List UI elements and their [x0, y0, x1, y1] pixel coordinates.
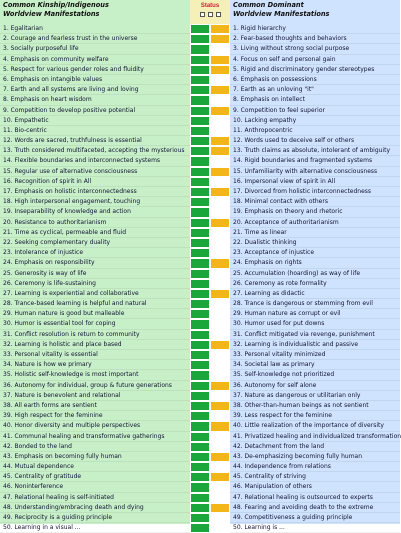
dominant-item[interactable]: 45. Centrality of striving [230, 472, 400, 482]
left-header [0, 0, 190, 24]
status-cell-dominant[interactable] [210, 177, 230, 187]
dominant-item[interactable]: 7. Earth as an unloving "it" [230, 85, 400, 95]
dominant-item[interactable]: 30. Humor used for put downs [230, 319, 400, 329]
status-row [190, 116, 230, 126]
status-header [190, 0, 230, 24]
status-cell-dominant[interactable] [210, 116, 230, 126]
kinship-item[interactable]: 3. Socially purposeful life [0, 44, 190, 54]
kinship-item[interactable]: 31. Conflict resolution is return to community [0, 330, 190, 340]
kinship-item[interactable]: 11. Bio-centric [0, 126, 190, 136]
status-row [190, 85, 230, 95]
status-cell-kinship[interactable] [190, 218, 210, 228]
status-cell-dominant[interactable] [210, 146, 230, 156]
kinship-item[interactable]: 18. High interpersonal engagement, touching [0, 197, 190, 207]
status-row [190, 146, 230, 156]
status-title: Status [200, 3, 220, 9]
dominant-item[interactable]: 12. Words used to deceive self or others [230, 136, 400, 146]
status-row [190, 330, 230, 340]
dominant-item[interactable]: 47. Relational healing is outsourced to experts [230, 493, 400, 503]
status-cell-dominant[interactable] [210, 44, 230, 54]
status-row [190, 55, 230, 65]
status-cell-dominant[interactable] [210, 289, 230, 299]
status-row [190, 442, 230, 452]
kinship-item[interactable]: 29. Human nature is good but malleable [0, 309, 190, 319]
status-cell-dominant[interactable] [210, 85, 230, 95]
dominant-item[interactable]: 8. Emphasis on intellect [230, 95, 400, 105]
status-row [190, 503, 230, 513]
status-cell-dominant[interactable] [210, 258, 230, 268]
kinship-item[interactable]: 12. Words are sacred, truthfulness is essential [0, 136, 190, 146]
status-cell-kinship[interactable] [190, 370, 210, 380]
kinship-item[interactable]: 27. Learning is experiential and collaborative [0, 289, 190, 299]
kinship-item[interactable]: 9. Competition to develop positive potential [0, 106, 190, 116]
status-cell-dominant[interactable] [210, 462, 230, 472]
dominant-item[interactable]: 16. Impersonal view of spirit in All [230, 177, 400, 187]
kinship-item[interactable]: 7. Earth and all systems are living and loving [0, 85, 190, 95]
status-cell-dominant[interactable] [210, 411, 230, 421]
status-row [190, 279, 230, 289]
status-row [190, 340, 230, 350]
left-header-line1: Common Kinship/Indigenous [3, 1, 109, 9]
kinship-item[interactable]: 19. Inseparability of knowledge and action [0, 207, 190, 217]
kinship-item[interactable]: 16. Recognition of spirit in All [0, 177, 190, 187]
status-cell-kinship[interactable] [190, 401, 210, 411]
status-row [190, 472, 230, 482]
dominant-item[interactable]: 9. Competition to feel superior [230, 106, 400, 116]
status-cell-dominant[interactable] [210, 248, 230, 258]
status-cell-dominant[interactable] [210, 65, 230, 75]
kinship-item[interactable]: 39. High respect for the feminine [0, 411, 190, 421]
status-cell-kinship[interactable] [190, 523, 210, 533]
status-row [190, 207, 230, 217]
kinship-item[interactable]: 47. Relational healing is self-initiated [0, 493, 190, 503]
status-row [190, 513, 230, 523]
dominant-item[interactable]: 41. Privatized healing and individualized transformation [230, 432, 400, 442]
status-cell-kinship[interactable] [190, 238, 210, 248]
status-row [190, 432, 230, 442]
dominant-item[interactable]: 2. Fear-based thoughts and behaviors [230, 34, 400, 44]
dominant-worldview-column [230, 0, 401, 532]
kinship-item[interactable]: 36. Autonomy for individual, group & future generations [0, 381, 190, 391]
status-cell-kinship[interactable] [190, 391, 210, 401]
status-row [190, 370, 230, 380]
status-cell-dominant[interactable] [210, 482, 230, 492]
status-cell-kinship[interactable] [190, 126, 210, 136]
dominant-item[interactable]: 17. Divorced from holistic interconnectedness [230, 187, 400, 197]
status-row [190, 381, 230, 391]
status-cell-dominant[interactable] [210, 381, 230, 391]
status-cell-dominant[interactable] [210, 106, 230, 116]
dominant-item[interactable]: 21. Time as linear [230, 228, 400, 238]
status-cell-kinship[interactable] [190, 34, 210, 44]
dominant-item[interactable]: 4. Focus on self and personal gain [230, 55, 400, 65]
dominant-item[interactable]: 35. Self-knowledge not prioritized [230, 370, 400, 380]
kinship-item[interactable]: 5. Respect for various gender roles and fluidity [0, 65, 190, 75]
dominant-item[interactable]: 38. Other-than-human beings as not sentient [230, 401, 400, 411]
status-cell-kinship[interactable] [190, 503, 210, 513]
status-column [190, 0, 230, 524]
right-list [230, 24, 400, 533]
kinship-item[interactable]: 38. All earth forms are sentient [0, 401, 190, 411]
dominant-item[interactable]: 32. Learning is individualistic and passive [230, 340, 400, 350]
dominant-item[interactable]: 34. Societal law as primary [230, 360, 400, 370]
status-row [190, 452, 230, 462]
status-row [190, 197, 230, 207]
dominant-item[interactable]: 43. De-emphasizing becoming fully human [230, 452, 400, 462]
dominant-item[interactable]: 42. Detachment from the land [230, 442, 400, 452]
dominant-item[interactable]: 48. Fearing and avoiding death to the extreme [230, 503, 400, 513]
dominant-item[interactable]: 18. Minimal contact with others [230, 197, 400, 207]
dominant-item[interactable]: 3. Living without strong social purpose [230, 44, 400, 54]
kinship-item[interactable]: 48. Understanding/embracing death and dying [0, 503, 190, 513]
status-row [190, 462, 230, 472]
status-checkbox-2[interactable] [208, 12, 213, 17]
status-row [190, 391, 230, 401]
dominant-item[interactable]: 25. Accumulation (hoarding) as way of life [230, 269, 400, 279]
kinship-item[interactable]: 34. Nature is how we primary [0, 360, 190, 370]
status-cell-dominant[interactable] [210, 513, 230, 523]
kinship-item[interactable]: 1. Egalitarian [0, 24, 190, 34]
status-cell-kinship[interactable] [190, 197, 210, 207]
status-row [190, 248, 230, 258]
status-row [190, 95, 230, 105]
status-cell-dominant[interactable] [210, 493, 230, 503]
kinship-item[interactable]: 21. Time as cyclical, permeable and fluid [0, 228, 190, 238]
status-cell-dominant[interactable] [210, 421, 230, 431]
status-row [190, 238, 230, 248]
status-row [190, 136, 230, 146]
dominant-item[interactable]: 40. Little realization of the importance of diversity [230, 421, 400, 431]
status-cell-kinship[interactable] [190, 319, 210, 329]
status-row [190, 523, 230, 533]
status-cell-dominant[interactable] [210, 472, 230, 482]
status-cell-dominant[interactable] [210, 197, 230, 207]
status-row [190, 360, 230, 370]
status-cell-kinship[interactable] [190, 462, 210, 472]
kinship-item[interactable]: 24. Emphasis on responsibility [0, 258, 190, 268]
dominant-item[interactable]: 23. Acceptance of injustice [230, 248, 400, 258]
dominant-item[interactable]: 11. Anthropocentric [230, 126, 400, 136]
dominant-item[interactable]: 26. Ceremony as rote formality [230, 279, 400, 289]
kinship-item[interactable]: 23. Intolerance of injustice [0, 248, 190, 258]
status-cell-kinship[interactable] [190, 136, 210, 146]
status-cell-kinship[interactable] [190, 513, 210, 523]
dominant-item[interactable]: 46. Manipulation of others [230, 482, 400, 492]
status-cell-kinship[interactable] [190, 106, 210, 116]
status-row [190, 218, 230, 228]
status-row [190, 75, 230, 85]
status-cell-dominant[interactable] [210, 55, 230, 65]
dominant-item[interactable]: 14. Rigid boundaries and fragmented systems [230, 156, 400, 166]
status-cell-kinship[interactable] [190, 452, 210, 462]
status-cell-kinship[interactable] [190, 248, 210, 258]
kinship-item[interactable]: 26. Ceremony is life-sustaining [0, 279, 190, 289]
right-header [230, 0, 400, 24]
kinship-item[interactable]: 25. Generosity is way of life [0, 269, 190, 279]
kinship-item[interactable]: 33. Personal vitality is essential [0, 350, 190, 360]
dominant-item[interactable]: 28. Trance is dangerous or stemming from evil [230, 299, 400, 309]
status-row [190, 350, 230, 360]
status-cell-kinship[interactable] [190, 442, 210, 452]
status-cell-kinship[interactable] [190, 156, 210, 166]
status-checkbox-1[interactable] [200, 12, 205, 17]
status-row [190, 44, 230, 54]
status-cell-kinship[interactable] [190, 360, 210, 370]
dominant-item[interactable]: 10. Lacking empathy [230, 116, 400, 126]
left-list [0, 24, 190, 533]
status-row [190, 177, 230, 187]
status-cell-dominant[interactable] [210, 503, 230, 513]
status-row [190, 319, 230, 329]
dominant-item[interactable]: 13. Truth claims as absolute, intolerant of ambiguity [230, 146, 400, 156]
status-cell-kinship[interactable] [190, 309, 210, 319]
dominant-item[interactable]: 37. Nature as dangerous or utilitarian only [230, 391, 400, 401]
status-row [190, 65, 230, 75]
dominant-item[interactable]: 29. Human nature as corrupt or evil [230, 309, 400, 319]
status-cell-kinship[interactable] [190, 421, 210, 431]
kinship-item[interactable]: 45. Centrality of gratitude [0, 472, 190, 482]
status-cell-dominant[interactable] [210, 279, 230, 289]
status-cell-dominant[interactable] [210, 432, 230, 442]
status-checkbox-3[interactable] [216, 12, 221, 17]
status-cell-dominant[interactable] [210, 523, 230, 533]
status-cell-kinship[interactable] [190, 340, 210, 350]
status-cell-dominant[interactable] [210, 452, 230, 462]
status-cell-kinship[interactable] [190, 207, 210, 217]
dominant-item[interactable]: 36. Autonomy for self alone [230, 381, 400, 391]
dominant-item[interactable]: 33. Personal vitality minimized [230, 350, 400, 360]
status-cell-kinship[interactable] [190, 177, 210, 187]
status-row [190, 167, 230, 177]
kinship-item[interactable]: 35. Holistic self-knowledge is most important [0, 370, 190, 380]
status-cell-dominant[interactable] [210, 370, 230, 380]
status-row [190, 126, 230, 136]
status-cell-kinship[interactable] [190, 269, 210, 279]
status-cell-kinship[interactable] [190, 44, 210, 54]
status-list [190, 24, 230, 533]
dominant-item[interactable]: 27. Learning as didactic [230, 289, 400, 299]
status-cell-kinship[interactable] [190, 116, 210, 126]
right-header-line2: Worldview Manifestations [233, 10, 330, 18]
status-row [190, 482, 230, 492]
status-cell-dominant[interactable] [210, 309, 230, 319]
status-cell-kinship[interactable] [190, 228, 210, 238]
kinship-item[interactable]: 46. Noninterference [0, 482, 190, 492]
right-header-line1: Common Dominant [233, 1, 304, 9]
status-cell-dominant[interactable] [210, 156, 230, 166]
status-row [190, 258, 230, 268]
status-row [190, 493, 230, 503]
status-cell-kinship[interactable] [190, 258, 210, 268]
status-cell-dominant[interactable] [210, 350, 230, 360]
dominant-item[interactable]: 31. Conflict mitigated via revenge, punishment [230, 330, 400, 340]
status-row [190, 34, 230, 44]
status-cell-dominant[interactable] [210, 136, 230, 146]
kinship-item[interactable]: 22. Seeking complementary duality [0, 238, 190, 248]
dominant-item[interactable]: 19. Emphasis on theory and rhetoric [230, 207, 400, 217]
dominant-item[interactable]: 22. Dualistic thinking [230, 238, 400, 248]
kinship-item[interactable]: 41. Communal healing and transformative gatherings [0, 432, 190, 442]
status-cell-dominant[interactable] [210, 218, 230, 228]
status-cell-dominant[interactable] [210, 75, 230, 85]
status-cell-kinship[interactable] [190, 75, 210, 85]
status-cell-kinship[interactable] [190, 85, 210, 95]
kinship-item[interactable]: 14. Flexible boundaries and interconnected systems [0, 156, 190, 166]
kinship-item[interactable]: 42. Bonded to the land [0, 442, 190, 452]
status-cell-dominant[interactable] [210, 269, 230, 279]
dominant-item[interactable]: 49. Competitiveness a guiding principle [230, 513, 400, 523]
status-cell-dominant[interactable] [210, 401, 230, 411]
kinship-item[interactable]: 43. Emphasis on becoming fully human [0, 452, 190, 462]
dominant-item[interactable]: 24. Emphasis on rights [230, 258, 400, 268]
left-header-line2: Worldview Manifestations [3, 10, 100, 18]
status-cell-dominant[interactable] [210, 299, 230, 309]
kinship-worldview-column [0, 0, 190, 532]
status-cell-kinship[interactable] [190, 279, 210, 289]
dominant-item[interactable]: 39. Less respect for the feminine [230, 411, 400, 421]
kinship-item[interactable]: 30. Humor is essential tool for coping [0, 319, 190, 329]
status-cell-dominant[interactable] [210, 187, 230, 197]
kinship-item[interactable]: 28. Trance-based learning is helpful and natural [0, 299, 190, 309]
dominant-item[interactable]: 20. Acceptance of authoritarianism [230, 218, 400, 228]
kinship-item[interactable]: 6. Emphasis on intangible values [0, 75, 190, 85]
status-row [190, 421, 230, 431]
status-row [190, 156, 230, 166]
status-cell-kinship[interactable] [190, 187, 210, 197]
status-cell-dominant[interactable] [210, 95, 230, 105]
status-row [190, 401, 230, 411]
status-cell-kinship[interactable] [190, 167, 210, 177]
kinship-item[interactable]: 50. Learning in a visual ... [0, 523, 190, 533]
kinship-item[interactable]: 32. Learning is holistic and place based [0, 340, 190, 350]
status-cell-dominant[interactable] [210, 34, 230, 44]
status-cell-kinship[interactable] [190, 55, 210, 65]
status-cell-kinship[interactable] [190, 411, 210, 421]
status-cell-kinship[interactable] [190, 65, 210, 75]
status-cell-dominant[interactable] [210, 228, 230, 238]
status-row [190, 289, 230, 299]
status-cell-kinship[interactable] [190, 289, 210, 299]
status-cell-dominant[interactable] [210, 207, 230, 217]
status-row [190, 228, 230, 238]
status-row [190, 411, 230, 421]
status-cell-dominant[interactable] [210, 340, 230, 350]
status-cell-dominant[interactable] [210, 167, 230, 177]
status-row [190, 309, 230, 319]
status-row [190, 269, 230, 279]
status-cell-kinship[interactable] [190, 482, 210, 492]
status-row [190, 299, 230, 309]
status-checkboxes [190, 12, 230, 17]
kinship-item[interactable]: 37. Nature is benevolent and relational [0, 391, 190, 401]
status-row [190, 187, 230, 197]
kinship-item[interactable]: 49. Reciprocity is a guiding principle [0, 513, 190, 523]
status-cell-dominant[interactable] [210, 442, 230, 452]
status-cell-kinship[interactable] [190, 24, 210, 34]
kinship-item[interactable]: 40. Honor diversity and multiple perspectives [0, 421, 190, 431]
status-cell-dominant[interactable] [210, 391, 230, 401]
kinship-item[interactable]: 20. Resistance to authoritarianism [0, 218, 190, 228]
kinship-item[interactable]: 4. Emphasis on community welfare [0, 55, 190, 65]
status-cell-kinship[interactable] [190, 381, 210, 391]
dominant-item[interactable]: 15. Unfamiliarity with alternative consciousness [230, 167, 400, 177]
status-cell-kinship[interactable] [190, 299, 210, 309]
status-row [190, 24, 230, 34]
kinship-item[interactable]: 10. Empathetic [0, 116, 190, 126]
dominant-item[interactable]: 1. Rigid hierarchy [230, 24, 400, 34]
status-cell-kinship[interactable] [190, 350, 210, 360]
status-cell-kinship[interactable] [190, 493, 210, 503]
status-cell-dominant[interactable] [210, 126, 230, 136]
kinship-item[interactable]: 13. Truth considered multifaceted, accepting the mysterious [0, 146, 190, 156]
kinship-item[interactable]: 8. Emphasis on heart wisdom [0, 95, 190, 105]
kinship-item[interactable]: 15. Regular use of alternative consciousness [0, 167, 190, 177]
status-cell-dominant[interactable] [210, 24, 230, 34]
dominant-item[interactable]: 50. Learning is ... [230, 523, 400, 533]
status-cell-dominant[interactable] [210, 330, 230, 340]
status-cell-dominant[interactable] [210, 319, 230, 329]
dominant-item[interactable]: 44. Independence from relations [230, 462, 400, 472]
status-cell-kinship[interactable] [190, 432, 210, 442]
kinship-item[interactable]: 2. Courage and fearless trust in the universe [0, 34, 190, 44]
kinship-item[interactable]: 17. Emphasis on holistic interconnectedness [0, 187, 190, 197]
dominant-item[interactable]: 5. Rigid and discriminatory gender stereotypes [230, 65, 400, 75]
status-cell-dominant[interactable] [210, 360, 230, 370]
status-cell-kinship[interactable] [190, 95, 210, 105]
status-row [190, 106, 230, 116]
status-cell-kinship[interactable] [190, 330, 210, 340]
status-cell-kinship[interactable] [190, 146, 210, 156]
kinship-item[interactable]: 44. Mutual dependence [0, 462, 190, 472]
status-cell-kinship[interactable] [190, 472, 210, 482]
status-cell-dominant[interactable] [210, 238, 230, 248]
dominant-item[interactable]: 6. Emphasis on possessions [230, 75, 400, 85]
